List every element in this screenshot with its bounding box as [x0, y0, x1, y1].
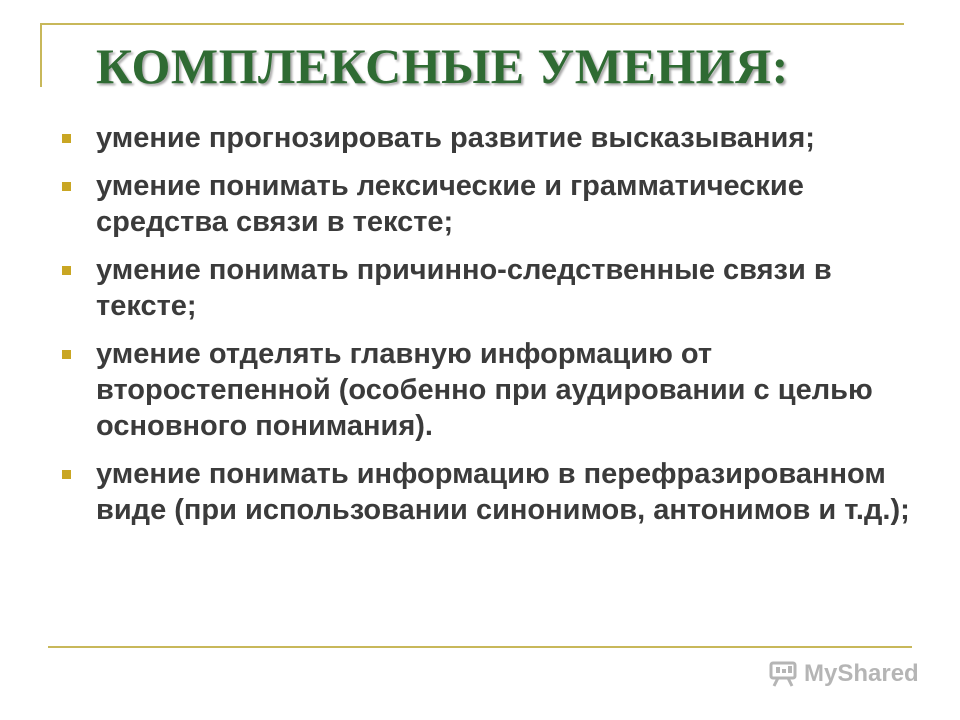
bullet-item	[60, 120, 910, 156]
bullet-text: умение понимать причинно-следственные связи в тексте;	[96, 254, 832, 322]
bullet-text: умение отделять главную информацию от второстепенной (особенно при аудировании с целью основного понимания).	[96, 338, 873, 442]
bullet-text: умение понимать лексические и грамматические средства связи в тексте;	[96, 170, 804, 238]
left-divider	[40, 23, 42, 87]
top-divider	[40, 23, 904, 25]
presentation-board-icon	[768, 660, 798, 688]
bullet-square-icon	[62, 134, 71, 143]
bullet-square-icon	[62, 350, 71, 359]
bullet-list	[60, 120, 910, 540]
watermark	[768, 654, 919, 694]
bullet-item	[60, 252, 910, 324]
bullet-text: умение прогнозировать развитие высказывания;	[96, 122, 815, 154]
bottom-divider	[48, 646, 912, 648]
watermark-text: MyShared	[804, 660, 919, 687]
bullet-text: умение понимать информацию в перефразированном виде (при использовании синонимов, антонимов и т.д.);	[96, 458, 910, 526]
slide-title: КОМПЛЕКСНЫЕ УМЕНИЯ:	[96, 38, 789, 94]
bullet-item	[60, 456, 910, 528]
bullet-square-icon	[62, 182, 71, 191]
bullet-square-icon	[62, 266, 71, 275]
bullet-square-icon	[62, 470, 71, 479]
bullet-item	[60, 336, 910, 444]
bullet-item	[60, 168, 910, 240]
